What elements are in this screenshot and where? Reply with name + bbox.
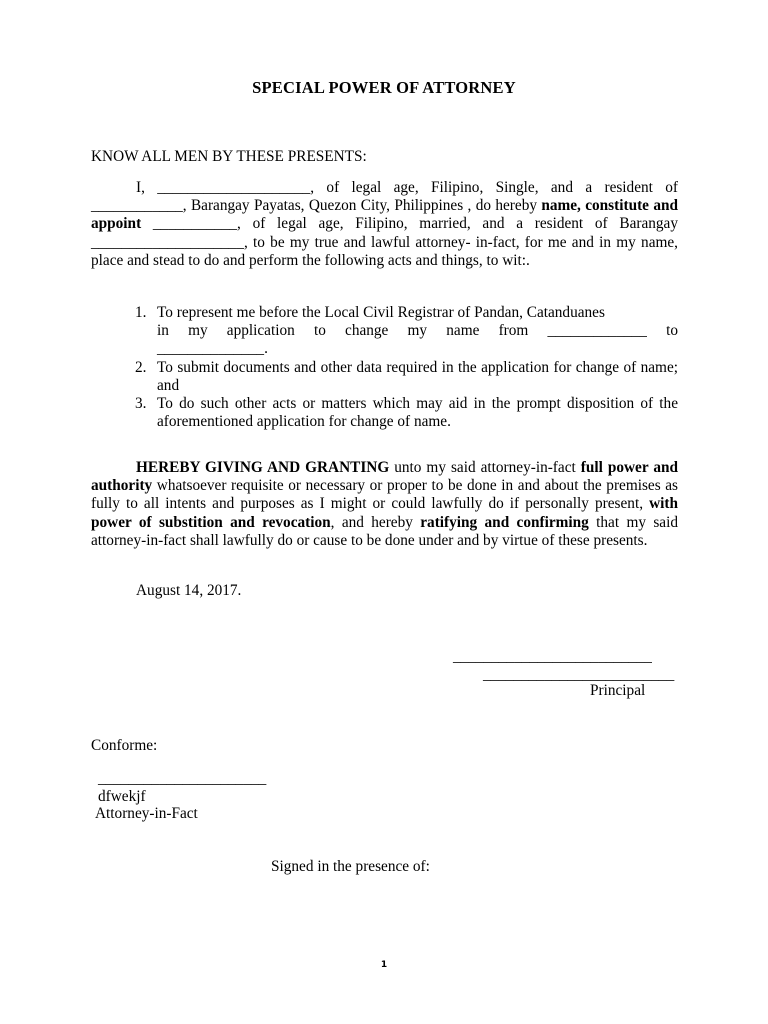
list-item-number: 1. [135, 304, 147, 321]
list-item-number: 3. [135, 395, 147, 413]
list-item-line: To represent me before the Local Civil Registrar of Pandan, Catanduanes [157, 304, 605, 321]
granting-text-3: , and hereby [330, 513, 421, 531]
document-date: August 14, 2017. [136, 582, 242, 599]
conforme-label: Conforme: [91, 737, 158, 754]
list-item-text: To do such other acts or matters which may aid in the prompt disposition of the aforementioned application for change of name. [157, 395, 678, 431]
attorney-role: Attorney-in-Fact [95, 805, 198, 822]
granting-bold-4: ratifying and confirming [420, 513, 589, 531]
principal-name-line: _________________________ [483, 666, 675, 683]
granting-bold-1: HEREBY GIVING AND GRANTING [136, 459, 390, 476]
granting-paragraph [91, 459, 678, 550]
granting-bold-2: full power and authority [91, 459, 678, 495]
list-item-number: 2. [135, 358, 147, 376]
acts-list [135, 304, 678, 431]
principal-signature-line: __________________________ [453, 648, 652, 665]
appointment-text-bold: name, constitute and appoint [91, 197, 678, 233]
page-number: 1 [380, 960, 388, 970]
granting-text-2: whatsoever requisite or necessary or proper to be done in and about the premises as fully to all intents and purposes as I might or could lawfully do if personally present, [91, 477, 678, 513]
witness-heading: Signed in the presence of: [271, 858, 430, 875]
list-item-text: To submit documents and other data required in the application for change of name; and [157, 358, 678, 394]
principal-label: Principal [590, 682, 646, 699]
intro-heading: KNOW ALL MEN BY THESE PRESENTS: [91, 148, 367, 165]
list-item [135, 359, 678, 395]
list-item [135, 304, 678, 359]
document-title: SPECIAL POWER OF ATTORNEY [252, 78, 516, 97]
appointment-text-a: I, ____________________, of legal age, Filipino, Single, and a resident of ____________, Barangay Payatas, Quezon City, Philippines , do hereby [91, 179, 678, 215]
attorney-signature-line: ______________________ [98, 770, 267, 787]
list-item-line: in my application to change my name from _____________ to [157, 322, 678, 340]
list-item-line: ______________. [157, 340, 268, 358]
appointment-paragraph [91, 179, 678, 270]
granting-text-1: unto my said attorney-in-fact [389, 459, 581, 476]
list-item [135, 395, 678, 431]
granting-text-4: that my said attorney-in-fact shall lawfully do or cause to be done under and by virtue of these presents. [91, 513, 678, 549]
appointment-text-c: ___________, of legal age, Filipino, married, and a resident of Barangay ____________________, to be my true and lawful attorney- in-fact, for me and in my name, place and stead to do and perform the following acts and things, to wit:. [91, 215, 678, 269]
attorney-name: dfwekjf [98, 788, 146, 805]
granting-bold-3: with power of substition and revocation [91, 495, 678, 531]
